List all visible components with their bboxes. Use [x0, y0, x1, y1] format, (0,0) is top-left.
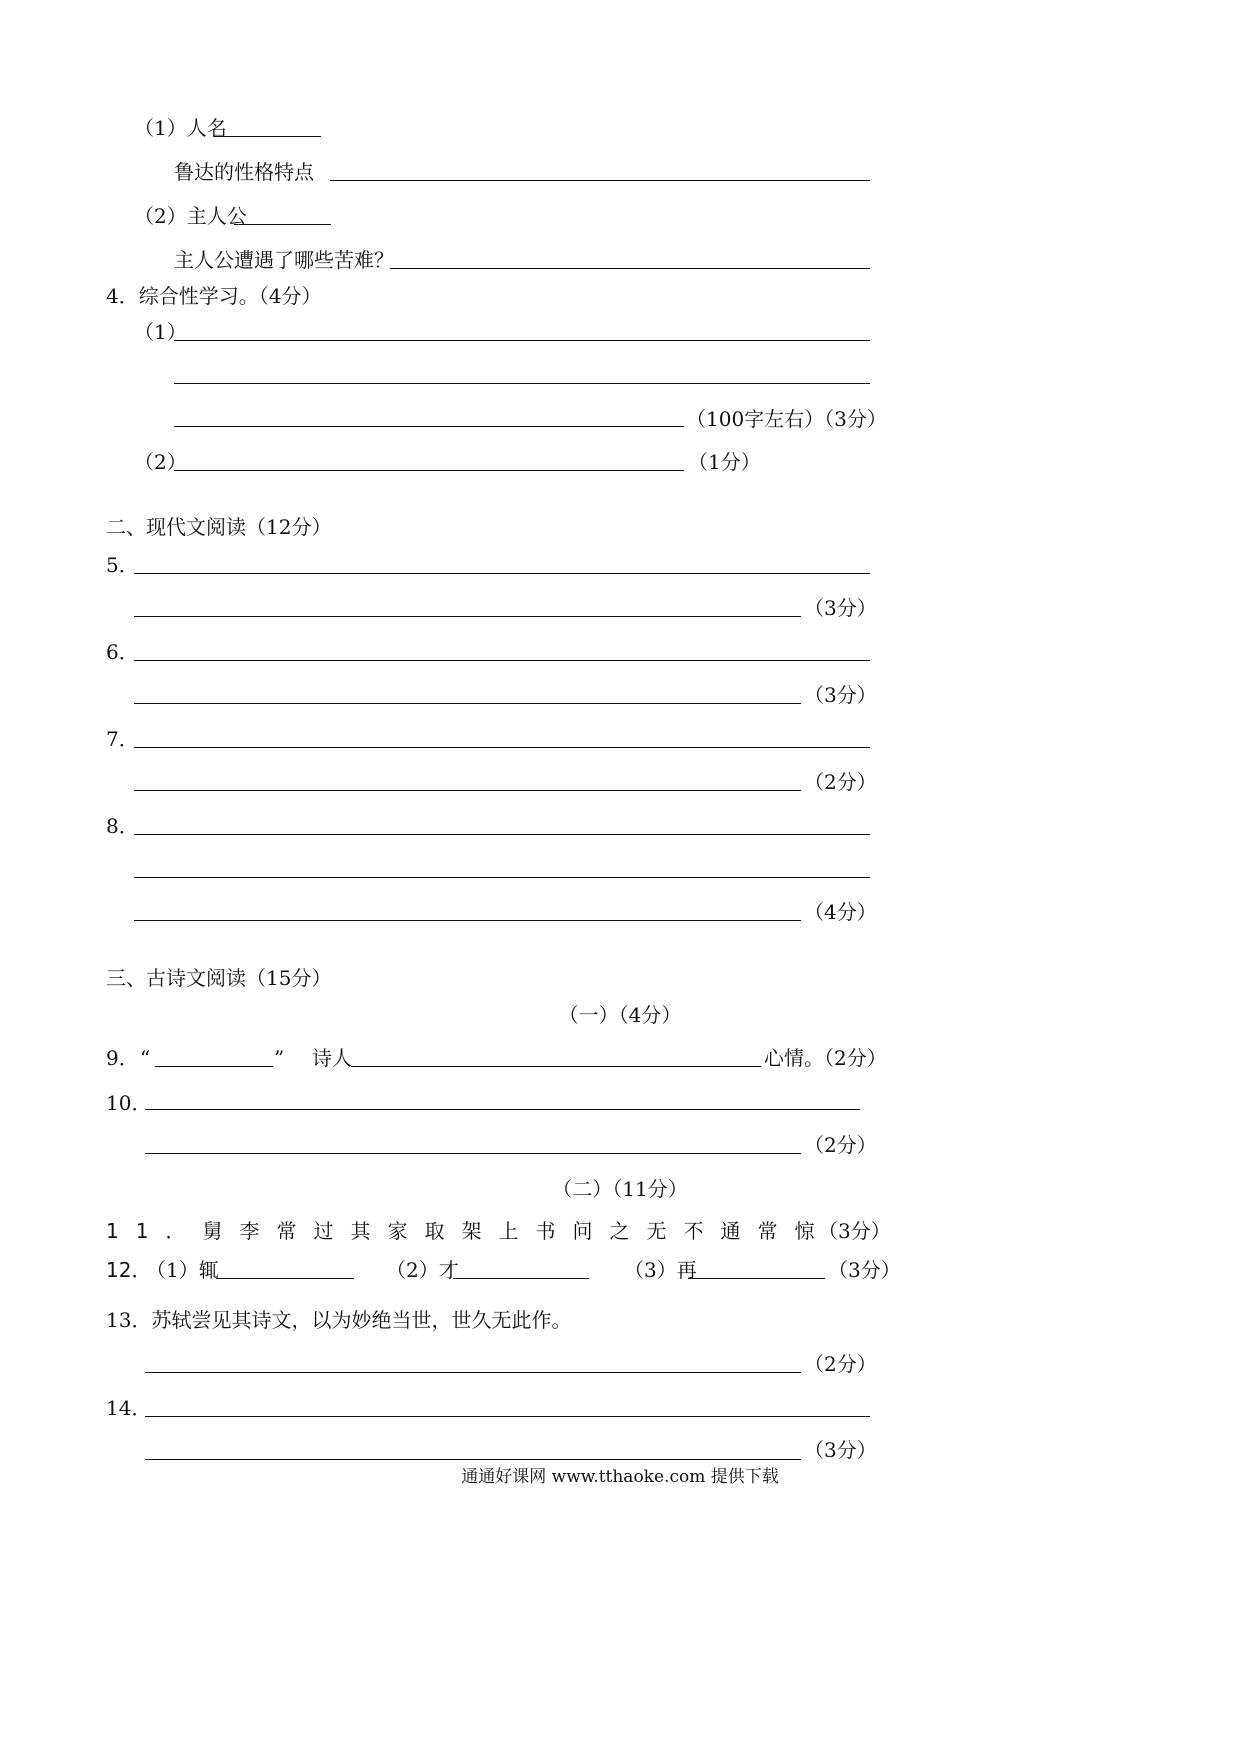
q9-number: 9． — [106, 1046, 139, 1070]
q3-part2-label: （2）主人公 — [134, 204, 247, 228]
q5-number: 5． — [106, 553, 139, 577]
q3-name-blank[interactable] — [214, 136, 321, 137]
q4-part2-score: （1分） — [688, 450, 761, 474]
q14-blank-line1[interactable] — [145, 1416, 870, 1417]
q12-part3-blank[interactable] — [688, 1278, 825, 1279]
q9-quote-blank[interactable] — [155, 1066, 273, 1067]
q13-blank[interactable] — [145, 1372, 801, 1373]
q3-part1-label: （1）人名 — [134, 116, 227, 140]
q12-part1-blank[interactable] — [216, 1278, 354, 1279]
q4-part1-score: （100字左右）（3分） — [686, 407, 887, 431]
q8-blank-line2[interactable] — [134, 877, 870, 878]
q12-score: （3分） — [828, 1258, 901, 1282]
q6-number: 6． — [106, 640, 139, 664]
q10-blank-line2[interactable] — [145, 1153, 801, 1154]
q9-open-quote: “ — [140, 1046, 151, 1070]
q3-trait-blank[interactable] — [330, 180, 870, 181]
q4-part1-blank-line2[interactable] — [174, 383, 870, 384]
q12-part3-label: （3）再 — [624, 1258, 697, 1282]
q5-blank-line2[interactable] — [134, 616, 801, 617]
q5-blank-line1[interactable] — [134, 573, 870, 574]
q7-score: （2分） — [804, 770, 877, 794]
q8-number: 8． — [106, 814, 139, 838]
q12-part1-label: （1）辄 — [146, 1258, 219, 1282]
q6-score: （3分） — [804, 683, 877, 707]
section3-part2-title: （二）（11分） — [552, 1177, 688, 1201]
q9-close-quote: ” — [274, 1046, 285, 1070]
q3-trait-label: 鲁达的性格特点 — [174, 160, 314, 184]
q7-blank-line1[interactable] — [134, 747, 870, 748]
q9-mood-blank[interactable] — [351, 1066, 761, 1067]
q4-title: 4．综合性学习。（4分） — [106, 284, 322, 308]
q8-blank-line3[interactable] — [134, 920, 801, 921]
q10-blank-line1[interactable] — [145, 1109, 860, 1110]
page-footer: 通通好课网 www.tthaoke.com 提供下载 — [461, 1467, 779, 1487]
section3-title: 三、古诗文阅读（15分） — [106, 966, 332, 990]
q4-part2-blank[interactable] — [174, 470, 684, 471]
q5-score: （3分） — [804, 596, 877, 620]
q6-blank-line2[interactable] — [134, 703, 801, 704]
section3-part1-title: （一）（4分） — [558, 1003, 682, 1027]
q8-score: （4分） — [804, 900, 877, 924]
q3-protagonist-blank[interactable] — [234, 224, 331, 225]
q10-score: （2分） — [804, 1133, 877, 1157]
q4-part1-blank-line3[interactable] — [174, 426, 684, 427]
q8-blank-line1[interactable] — [134, 834, 870, 835]
q10-number: 10． — [106, 1091, 152, 1115]
q7-blank-line2[interactable] — [134, 790, 801, 791]
section2-title: 二、现代文阅读（12分） — [106, 515, 332, 539]
q6-blank-line1[interactable] — [134, 660, 870, 661]
q7-number: 7． — [106, 727, 139, 751]
q12-part2-label: （2）才 — [386, 1258, 459, 1282]
q3-hardship-label: 主人公遭遇了哪些苦难？ — [174, 248, 394, 272]
q9-end: 心情。（2分） — [764, 1046, 887, 1070]
q13-score: （2分） — [804, 1352, 877, 1376]
q12-number: 12． — [106, 1258, 152, 1282]
q9-poet-label: 诗人 — [312, 1046, 352, 1070]
q4-part1-label: （1） — [134, 320, 187, 344]
q14-number: 14． — [106, 1396, 152, 1420]
q14-score: （3分） — [804, 1438, 877, 1462]
q12-part2-blank[interactable] — [453, 1278, 589, 1279]
q11-text: 11．舅李常过其家取架上书问之无不通常惊 — [106, 1219, 832, 1243]
q11-score: （3分） — [818, 1219, 891, 1243]
q14-blank-line2[interactable] — [145, 1459, 801, 1460]
q13-text: 13．苏轼尝见其诗文，以为妙绝当世，世久无此作。 — [106, 1308, 572, 1332]
q3-hardship-blank[interactable] — [390, 268, 870, 269]
q4-part2-label: （2） — [134, 450, 187, 474]
q4-part1-blank-line1[interactable] — [174, 340, 870, 341]
